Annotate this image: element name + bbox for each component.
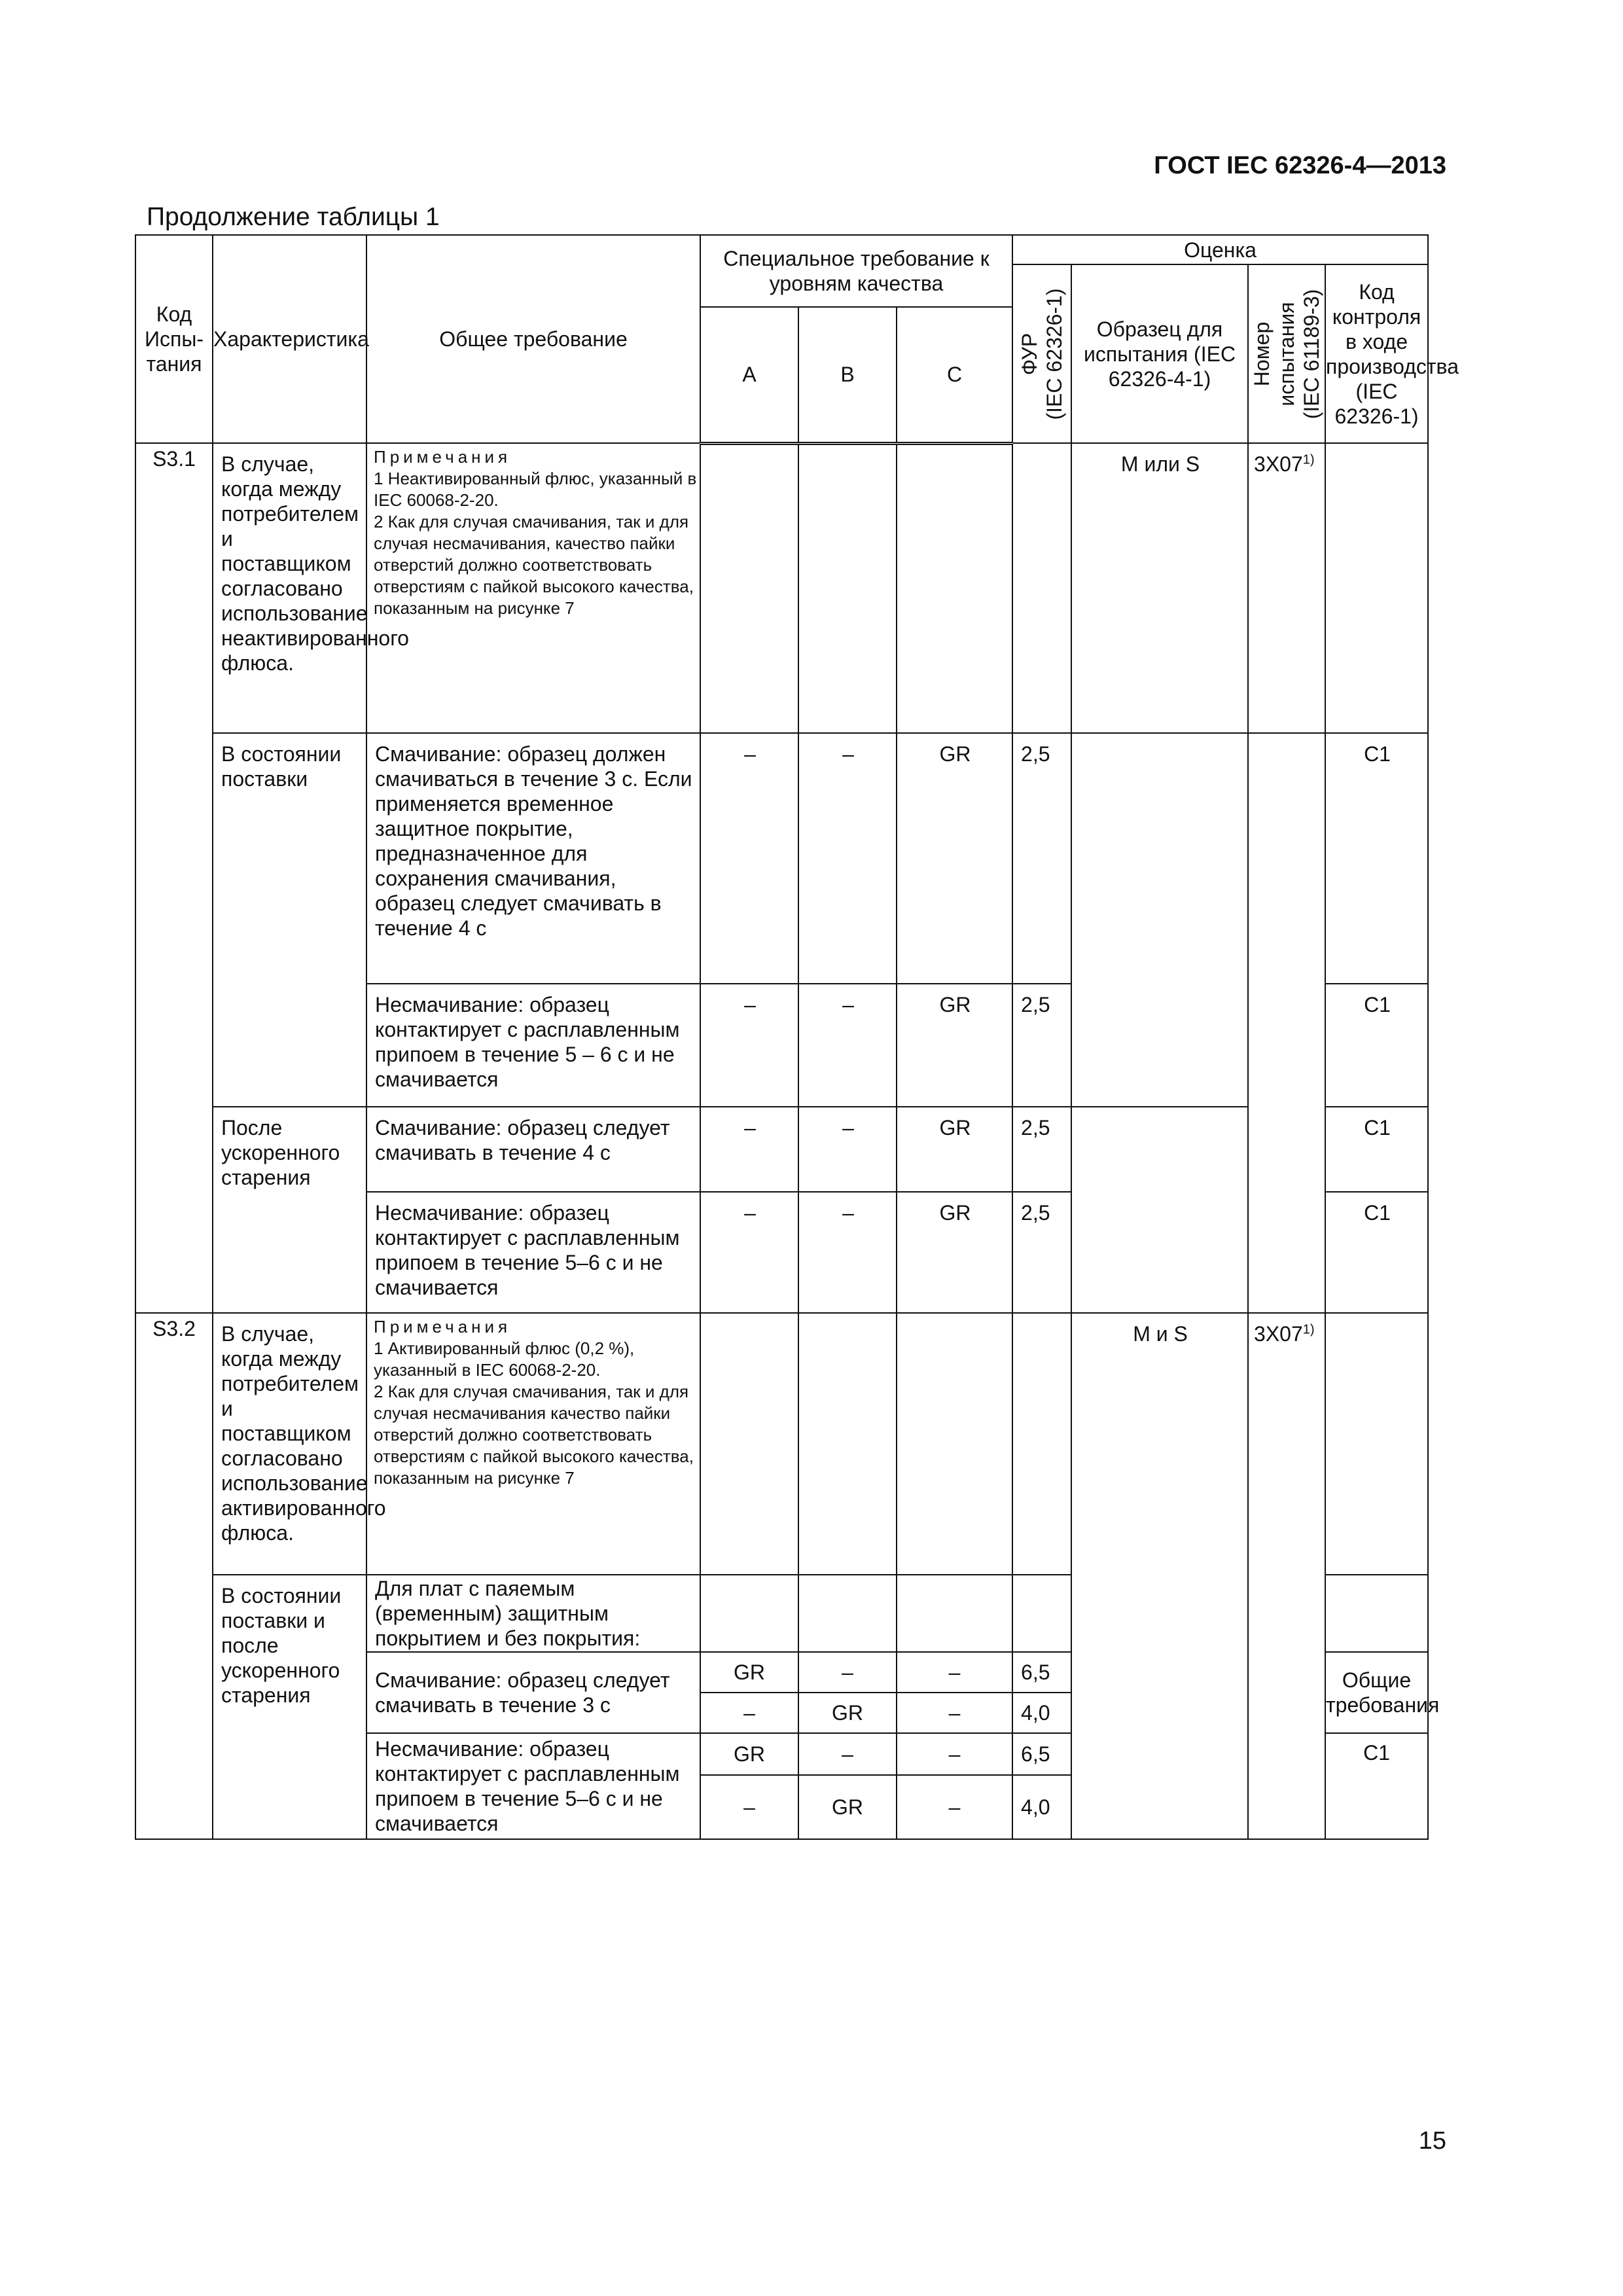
fur-value: 2,5	[1012, 1107, 1071, 1192]
header-fur: ФУР (IEC 62326-1)	[1012, 264, 1071, 443]
header-row-1	[135, 235, 1428, 264]
document-code: ГОСТ IEC 62326-4—2013	[1154, 152, 1446, 179]
fur-value: 2,5	[1012, 733, 1071, 984]
header-sample: Образец для испытания (IEC 62326-4-1)	[1071, 264, 1248, 443]
general-requirement: Смачивание: образец следует смачивать в течение 3 с	[366, 1652, 700, 1733]
notes-title: Примечания	[374, 447, 512, 467]
header-characteristic: Характеристика	[213, 235, 366, 443]
table-row	[135, 1313, 1428, 1575]
general-requirement: Смачивание: образец следует смачивать в течение 4 с	[366, 1107, 700, 1192]
header-assessment: Оценка	[1012, 235, 1428, 264]
test-code: S3.2	[135, 1313, 213, 1839]
characteristic: В случае, когда между потребителем и поставщиком согласовано использование активированного флюса.	[213, 1313, 366, 1575]
fur-value: 4,0	[1012, 1775, 1071, 1839]
note-2: 2 Как для случая смачивания, так и для случая несмачивания, качество пайки отверстий должно соответствовать отверстиям с пайкой высокого качества, показанным на рисунке 7	[374, 512, 694, 618]
table-row: Смачивание: образец следует смачивать в течение 3 с GR – – 6,5 Общие требования	[135, 1652, 1428, 1693]
characteristic: В случае, когда между потребителем и поставщиком согласовано использование неактивированного флюса.	[213, 443, 366, 733]
notes	[366, 1313, 700, 1575]
control-code-value: C1	[1325, 1107, 1428, 1192]
requirements-table-wrapper	[135, 234, 1459, 1840]
table-row: – GR – 4,0	[135, 1775, 1428, 1839]
header-level-b: B	[798, 307, 897, 443]
header-test-number: Номер испытания (IEC 61189-3)	[1248, 264, 1325, 443]
page-number: 15	[1418, 2127, 1446, 2155]
test-code: S3.1	[135, 443, 213, 1313]
test-number-value: 3X07$^{1)}$	[1248, 443, 1325, 733]
header-special-requirement: Специальное требование к уровням качества	[700, 235, 1012, 307]
note-1: 1 Неактивированный флюс, указанный в IEC 60068-2-20.	[374, 469, 697, 510]
general-requirement: Несмачивание: образец контактирует с расплавленным припоем в течение 5–6 с и не смачивается	[366, 1192, 700, 1313]
characteristic: В состоянии поставки	[213, 733, 366, 1107]
sample-value: M или S	[1071, 443, 1248, 733]
sample-value: M и S	[1071, 1313, 1248, 1839]
fur-value: 2,5	[1012, 984, 1071, 1107]
note-2: 2 Как для случая смачивания, так и для случая несмачивания качество пайки отверстий должно соответствовать отверстиям с пайкой высокого качества, показанным на рисунке 7	[374, 1382, 694, 1488]
control-code-value: C1	[1325, 984, 1428, 1107]
general-requirement: Смачивание: образец должен смачиваться в течение 3 с. Если применяется временное защитное покрытие, предназначенное для сохранения смачивания, образец следует смачивать в течение 4 с	[366, 733, 700, 984]
control-code-value: C1	[1325, 733, 1428, 984]
table-row: Несмачивание: образец контактирует с расплавленным припоем в течение 5–6 с и не смачивается GR – – 6,5 C1	[135, 1733, 1428, 1775]
characteristic: В состоянии поставки и после ускоренного старения	[213, 1575, 366, 1839]
table-row: – GR – 4,0	[135, 1693, 1428, 1733]
table-row	[135, 443, 1428, 733]
table-row: Несмачивание: образец контактирует с расплавленным припоем в течение 5–6 с и не смачивается – – GR 2,5 C1	[135, 1192, 1428, 1313]
header-level-c: C	[897, 307, 1012, 443]
fur-value: 6,5	[1012, 1652, 1071, 1693]
control-code-value: C1	[1325, 1192, 1428, 1313]
general-requirement: Несмачивание: образец контактирует с расплавленным припоем в течение 5–6 с и не смачивается	[366, 1733, 700, 1839]
general-requirement: Для плат с паяемым (временным) защитным покрытием и без покрытия:	[366, 1575, 700, 1652]
fur-value: 4,0	[1012, 1693, 1071, 1733]
header-code: Код Испы-тания	[135, 235, 213, 443]
control-code-value: C1	[1325, 1733, 1428, 1839]
test-number-value: 3X07$^{1)}$	[1248, 1313, 1325, 1839]
header-control-code: Код контроля в ходе производства (IEC 62326-1)	[1325, 264, 1428, 443]
fur-value: 6,5	[1012, 1733, 1071, 1775]
header-general-requirement: Общее требование	[366, 235, 700, 443]
notes-title: Примечания	[374, 1317, 512, 1336]
table-row: В состоянии поставки Смачивание: образец должен смачиваться в течение 3 с. Если применяется временное защитное покрытие, предназначенное для сохранения смачивания, образец следует смачивать в течение 4 с – – GR 2,5 C1	[135, 733, 1428, 984]
table-row: Несмачивание: образец контактирует с расплавленным припоем в течение 5 – 6 с и не смачивается – – GR 2,5 C1	[135, 984, 1428, 1107]
notes	[366, 443, 700, 733]
requirements-table	[135, 234, 1459, 1840]
table-row: После ускоренного старения Смачивание: образец следует смачивать в течение 4 с – – GR 2,5 C1	[135, 1107, 1428, 1192]
general-requirement: Несмачивание: образец контактирует с расплавленным припоем в течение 5 – 6 с и не смачивается	[366, 984, 700, 1107]
fur-value: 2,5	[1012, 1192, 1071, 1313]
note-1: 1 Активированный флюс (0,2 %), указанный в IEC 60068-2-20.	[374, 1338, 635, 1380]
control-code-value: Общие требования	[1325, 1652, 1428, 1733]
characteristic: После ускоренного старения	[213, 1107, 366, 1313]
header-level-a: A	[700, 307, 798, 443]
table-continuation-caption: Продолжение таблицы 1	[147, 203, 440, 231]
